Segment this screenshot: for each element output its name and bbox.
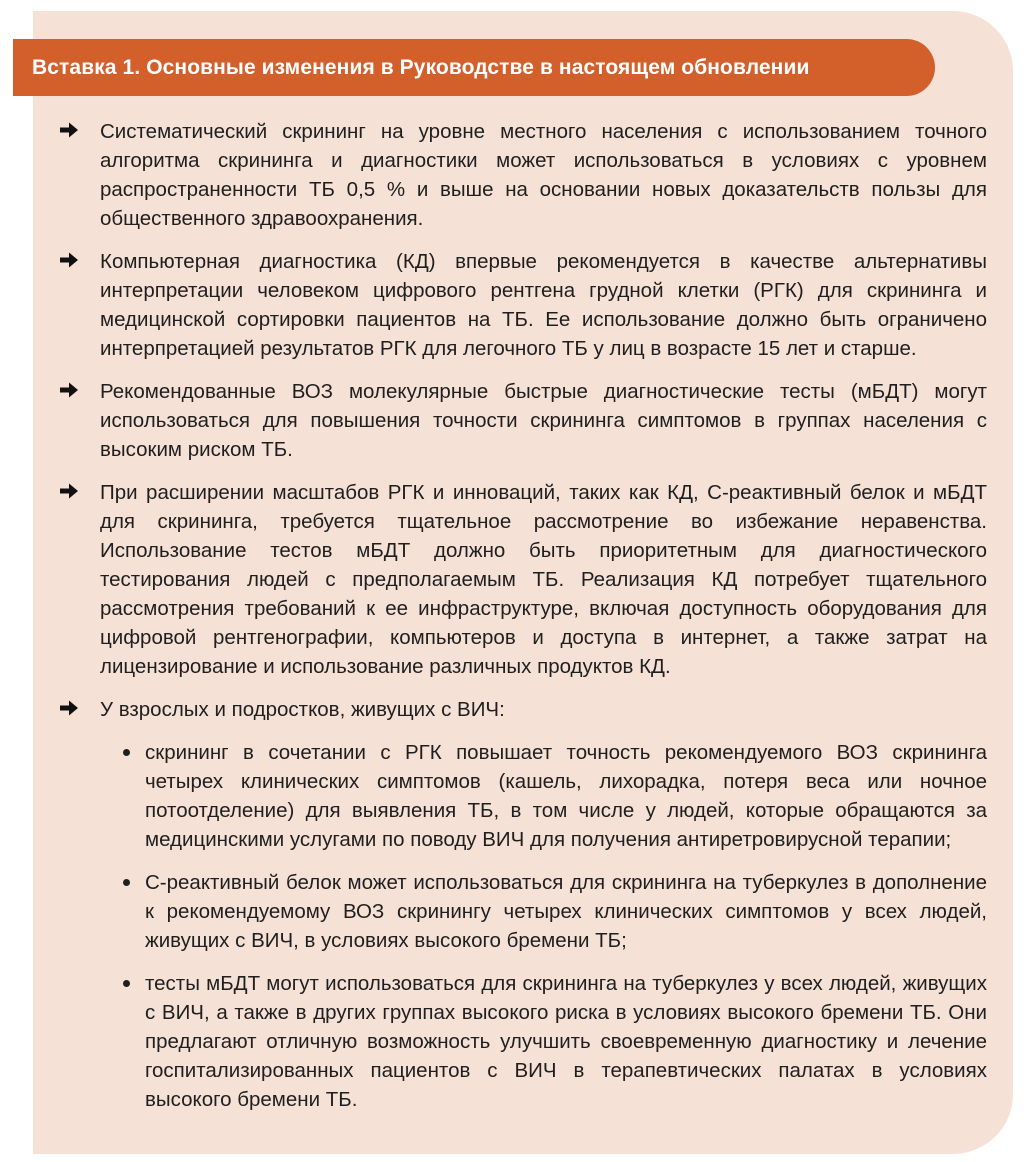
arrow-right-icon: [58, 697, 80, 719]
list-item-text: Рекомендованные ВОЗ молекулярные быстрые диагностические тесты (мБДТ) могут использоваться для повышения точности скрининга симптомов в группах населения с высоким риском ТБ.: [100, 380, 987, 461]
bullet-dot-icon: [123, 879, 130, 886]
list-item: [58, 117, 987, 233]
list-item: [58, 377, 987, 464]
list-item: [58, 247, 987, 363]
list-item: [58, 478, 987, 681]
list-item-text: У взрослых и подростков, живущих с ВИЧ:: [100, 698, 505, 721]
arrow-right-icon: [58, 480, 80, 502]
sub-list-item: [123, 868, 987, 955]
arrow-right-icon: [58, 379, 80, 401]
panel-title: Вставка 1. Основные изменения в Руководстве в настоящем обновлении: [32, 55, 810, 79]
list-item-text: Систематический скрининг на уровне местного населения с использованием точного алгоритма скрининга и диагностики может использоваться в условиях с уровнем распространенности ТБ 0,5 % и выше на основании новых доказательств пользы для общественного здравоохранения.: [100, 120, 987, 230]
list-item: [58, 695, 987, 1114]
sub-list-item: [123, 738, 987, 854]
sub-list-item-text: скрининг в сочетании с РГК повышает точность рекомендуемого ВОЗ скрининга четырех клинических симптомов (кашель, лихорадка, потеря веса или ночное потоотделение) для выявления ТБ, в том числе у людей, которые обращаются за медицинскими услугами по поводу ВИЧ для получения антиретровирусной терапии;: [145, 741, 987, 851]
sub-list-item: [123, 969, 987, 1114]
list-item-text: Компьютерная диагностика (КД) впервые рекомендуется в качестве альтернативы интерпретации человеком цифрового рентгена грудной клетки (РГК) для скрининга и медицинской сортировки пациентов на ТБ. Ее использование должно быть ограничено интерпретацией результатов РГК для легочного ТБ у лиц в возрасте 15 лет и старше.: [100, 250, 987, 360]
sub-list-item-text: С-реактивный белок может использоваться для скрининга на туберкулез в дополнение к рекомендуемому ВОЗ скринингу четырех клинических симптомов у всех людей, живущих с ВИЧ, в условиях высокого бремени ТБ;: [145, 871, 987, 952]
sub-list-item-text: тесты мБДТ могут использоваться для скрининга на туберкулез у всех людей, живущих с ВИЧ, а также в других группах высокого риска в условиях высокого бремени ТБ. Они предлагают отличную возможность улучшить своевременную диагностику и лечение госпитализированных пациентов с ВИЧ в терапевтических палатах в условиях высокого бремени ТБ.: [145, 972, 987, 1111]
panel-header: [13, 39, 935, 96]
bullet-dot-icon: [123, 749, 130, 756]
sub-list: [100, 738, 987, 1114]
list-item-text: При расширении масштабов РГК и инноваций, таких как КД, С-реактивный белок и мБДТ для скрининга, требуется тщательное рассмотрение во избежание неравенства. Использование тестов мБДТ должно быть приоритетным для диагностического тестирования людей с предполагаемым ТБ. Реализация КД потребует тщательного рассмотрения требований к ее инфраструктуре, включая доступность оборудования для цифровой рентгенографии, компьютеров и доступа в интернет, а также затрат на лицензирование и использование различных продуктов КД.: [100, 481, 987, 678]
panel-content: [58, 117, 987, 1128]
arrow-right-icon: [58, 119, 80, 141]
bullet-dot-icon: [123, 980, 130, 987]
arrow-right-icon: [58, 249, 80, 271]
